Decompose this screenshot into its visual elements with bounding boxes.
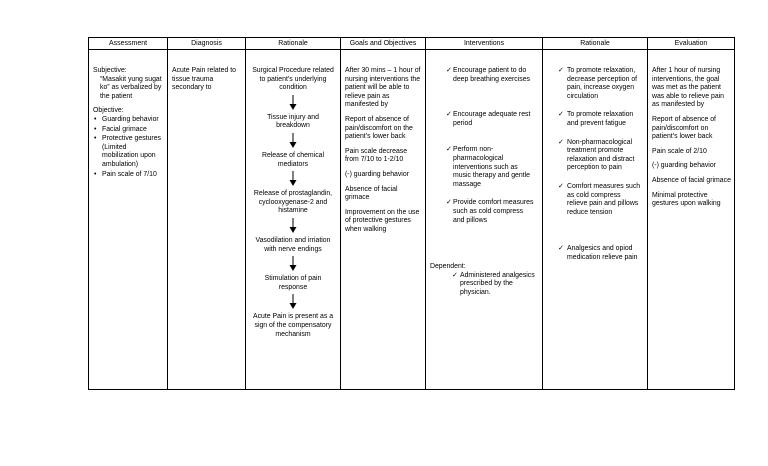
check-icon: ✓ [446, 199, 452, 207]
rationale-item [558, 183, 641, 217]
intervention-item [430, 272, 536, 298]
flow-step: Tissue injury and breakdown [267, 113, 319, 130]
down-arrow-icon [287, 294, 299, 309]
diagnosis-text: Acute Pain related to tissue trauma secondary to [172, 67, 236, 92]
check-icon: ✓ [446, 111, 452, 119]
header-interventions: Interventions [426, 38, 543, 50]
flow-step: Stimulation of pain response [264, 275, 322, 291]
goal-item: After 30 mins – 1 hour of nursing interventions the patient will be able to relieve pain as manifested by [345, 67, 421, 109]
goals-cell [341, 50, 426, 390]
down-arrow-icon [287, 95, 299, 110]
rationale-text: To promote relaxation and prevent fatigue [567, 111, 634, 127]
intervention-item [430, 67, 536, 84]
check-icon: ✓ [446, 146, 452, 154]
check-icon: ✓ [558, 182, 564, 190]
check-icon: ✓ [558, 138, 564, 146]
intervention-text: Encourage patient to do deep breathing exercises [453, 67, 530, 83]
intervention-text: Administered analgesics prescribed by the physician. [460, 271, 535, 296]
evaluation-cell [648, 50, 735, 390]
objective-item: • Guarding behavior [93, 116, 164, 125]
rationale-item [558, 67, 641, 101]
evaluation-item: Report of absence of pain/discomfort on patient’s lower back [652, 115, 716, 141]
down-arrow-icon [287, 171, 299, 186]
goal-item: Pain scale decrease from 7/10 to 1-2/10 [345, 147, 408, 164]
flow-step: Surgical Procedure related to patient’s underlying condition [252, 67, 334, 92]
header-goals: Goals and Objectives [341, 38, 426, 50]
evaluation-item: Absence of facial grimace [652, 176, 731, 184]
subjective-text: “Masakit yung sugat ko” as verbalized by the patient [100, 75, 162, 100]
flow-step: Release of prostaglandin, cyclooxygenase-2 and histamine [253, 190, 333, 215]
content-row [89, 50, 735, 390]
header-diagnosis: Diagnosis [168, 38, 246, 50]
header-evaluation: Evaluation [648, 38, 735, 50]
goal-item: (-) guarding behavior [345, 170, 409, 178]
check-icon: ✓ [452, 271, 458, 279]
header-rationale-2: Rationale [543, 38, 648, 50]
nursing-care-plan [88, 37, 734, 390]
objective-item: • Pain scale of 7/10 [93, 171, 164, 180]
interventions-cell [426, 50, 543, 390]
rationale-item [558, 111, 641, 128]
flow-step: Release of chemical mediators [261, 151, 325, 168]
intervention-item [430, 199, 536, 225]
care-plan-table [88, 37, 735, 390]
intervention-item [430, 111, 536, 128]
assessment-cell [89, 50, 168, 390]
header-row [89, 38, 735, 50]
dependent-label: Dependent: [430, 263, 466, 271]
rationale-text: To promote relaxation, decrease perception of pain, increase oxygen circulation [567, 67, 638, 100]
evaluation-item: (-) guarding behavior [652, 162, 716, 170]
evaluation-item: Pain scale of 2/10 [652, 147, 707, 155]
goal-item: Improvement on the use of protective gestures when walking [345, 208, 420, 233]
diagnosis-cell [168, 50, 246, 390]
check-icon: ✓ [558, 111, 564, 119]
down-arrow-icon [287, 256, 299, 271]
down-arrow-icon [287, 218, 299, 233]
rationale-text: Analgesics and opiod medication relieve pain [567, 245, 638, 261]
objective-item: • Facial grimace [93, 126, 164, 135]
check-icon: ✓ [446, 67, 452, 74]
rationale-item [558, 139, 641, 173]
rationale-text: Non-pharmacological treatment promote relaxation and distract perception to pain [567, 138, 635, 172]
objective-label: Objective: [93, 107, 124, 115]
rationale-item [558, 245, 641, 262]
down-arrow-icon [287, 133, 299, 148]
flow-step: Vasodilation and irriation with nerve endings [255, 236, 331, 253]
rationale-flow-cell [246, 50, 341, 390]
intervention-text: Perform non-pharmacological interventions such as music therapy and gentle massage [453, 146, 530, 188]
intervention-text: Provide comfort measures such as cold compress and pillows [453, 199, 534, 224]
goal-item: Absence of facial grimace [345, 185, 398, 202]
header-assessment: Assessment [89, 38, 168, 50]
subjective-label: Subjective: [93, 67, 127, 74]
intervention-item [430, 146, 536, 189]
check-icon: ✓ [558, 67, 564, 74]
goal-item: Report of absence of pain/discomfort on the patient’s lower back [345, 115, 413, 141]
rationale-text: Comfort measures such as cold compress relieve pain and pillows reduce tension [567, 182, 641, 216]
intervention-text: Encourage adequate rest period [453, 111, 531, 127]
evaluation-item: After 1 hour of nursing interventions, the goal was met as the patient was able to relieve pain as manifested by [652, 67, 725, 109]
rationale-2-cell [543, 50, 648, 390]
flow-step: Acute Pain is present as a sign of the compensatory mechanism [252, 313, 334, 338]
objective-list [93, 116, 164, 179]
objective-item: • Protective gestures (Limited mobilization upon ambulation) [93, 135, 164, 169]
check-icon: ✓ [558, 245, 564, 253]
header-rationale: Rationale [246, 38, 341, 50]
evaluation-item: Minimal protective gestures upon walking [652, 191, 721, 208]
